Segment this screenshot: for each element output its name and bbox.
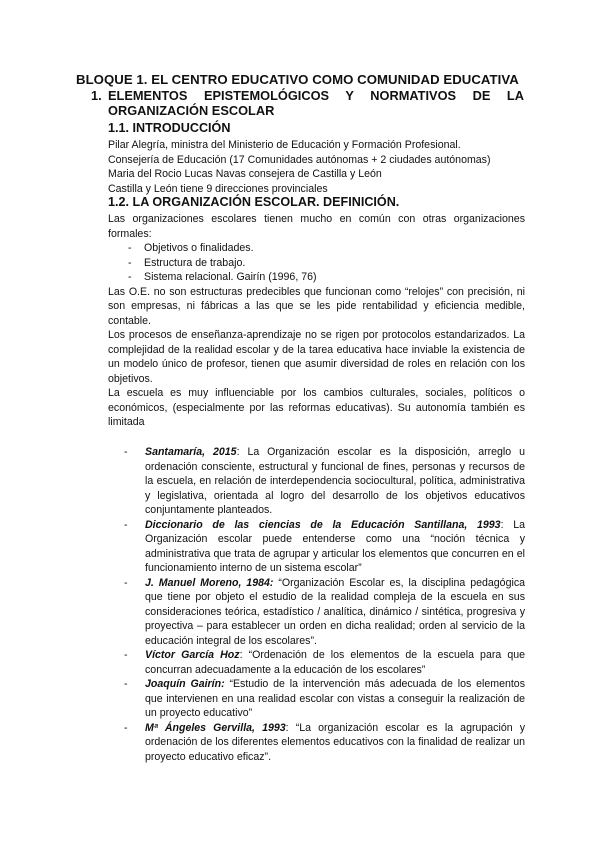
list-item — [108, 270, 525, 285]
paragraph: Las O.E. no son estructuras predecibles que funcionan como “relojes” con precisión, ni son empresas, ni fábricas a las que se les pide rentabilidad y eficiencia medible, contable. — [108, 285, 525, 327]
definition-author: Víctor García Hoz — [145, 649, 240, 661]
definition-text: : “Ordenación de los elementos de la escuela para que concurran adecuadamente a la educación de los escolares” — [145, 649, 526, 676]
section-title-line-2: ORGANIZACIÓN ESCOLAR — [108, 103, 275, 118]
definition-text: “Organización Escolar es, la disciplina pedagógica que tiene por objeto el estudio de la realidad compleja de la escuela en sus consideraciones teórica, estadístico / analítica, dinámico / sintética, progresiva y proyectiva – para establecer un orden en dicha realidad; orden al servicio de la educación integral de los escolares”. — [145, 576, 526, 647]
definition-item — [124, 721, 525, 765]
intro-lines — [108, 138, 491, 196]
definition-author: Joaquín Gairín: — [145, 678, 225, 690]
section-title-line-1: ELEMENTOS EPISTEMOLÓGICOS Y NORMATIVOS DE LA — [108, 88, 524, 103]
definition-author: Diccionario de las ciencias de la Educación Santillana, 1993 — [145, 518, 501, 531]
definition-item — [124, 576, 525, 649]
definition-author: J. Manuel Moreno, 1984: — [145, 576, 274, 589]
list-item — [108, 256, 525, 271]
definition-body — [108, 212, 525, 430]
list-item — [108, 241, 525, 256]
paragraph: La escuela es muy influenciable por los cambios culturales, sociales, políticos o económicos, (especialmente por las reformas educativas). Su autonomía también es limitada — [108, 387, 525, 428]
intro-line: Consejería de Educación (17 Comunidades autónomas + 2 ciudades autónomas) — [108, 153, 491, 166]
definition-text: : “La organización escolar es la agrupación y ordenación de los diferentes elementos educativos con la finalidad de realizar un proyecto educativo eficaz”. — [145, 721, 526, 763]
section-title — [108, 88, 524, 118]
list-item-text: Sistema relacional. Gairín (1996, 76) — [144, 271, 317, 283]
bullet-dash: - — [124, 576, 128, 589]
list-item-text: Objetivos o finalidades. — [144, 242, 254, 254]
bullet-dash: - — [124, 649, 128, 661]
block-title: BLOQUE 1. EL CENTRO EDUCATIVO COMO COMUNIDAD EDUCATIVA — [76, 72, 519, 87]
definition-author: Santamaría, 2015 — [145, 446, 237, 458]
definition-text: : La Organización escolar es la disposición, arreglo u ordenación consciente, estructural y funcional de fines, personas y recursos de la escuela, en relación de interdependencia sociocultural, política, administrativa y legislativa, orientada al logro del desarrollo de los objetivos educativos conjuntamente planteados. — [145, 446, 525, 516]
definition-author: Mª Ángeles Gervilla, 1993 — [145, 721, 286, 734]
bullet-dash: - — [128, 242, 132, 254]
definition-text: : La Organización escolar puede entenderse como una “noción técnica y administrativa que trata de agrupar y articular los elementos que concurren en el funcionamiento interno de un sistema escolar” — [145, 518, 525, 574]
bullet-dash: - — [124, 678, 128, 690]
subsection-heading-introduccion: 1.1. INTRODUCCIÓN — [108, 121, 231, 135]
section-number: 1. — [91, 88, 102, 103]
definition-text: “Estudio de la intervención más adecuada de los elementos que intervienen en una realidad escolar con vistas a conseguir la realización de un proyecto educativo” — [145, 678, 525, 719]
bullet-dash: - — [128, 271, 132, 283]
definition-item — [124, 518, 525, 576]
bullet-dash: - — [124, 446, 128, 458]
list-item-text: Estructura de trabajo. — [144, 256, 246, 269]
intro-line: Pilar Alegría, ministra del Ministerio de Educación y Formación Profesional. — [108, 139, 461, 151]
intro-line: Maria del Rocio Lucas Navas consejera de Castilla y León — [108, 168, 382, 180]
intro-line: Castilla y León tiene 9 direcciones provinciales — [108, 182, 328, 195]
bullet-dash: - — [124, 721, 128, 734]
subsection-heading-definicion: 1.2. LA ORGANIZACIÓN ESCOLAR. DEFINICIÓN. — [108, 195, 400, 209]
bullet-dash: - — [128, 256, 132, 269]
definitions-list — [124, 445, 525, 764]
paragraph: Los procesos de enseñanza-aprendizaje no se rigen por protocolos estandarizados. La complejidad de la realidad escolar y de la tarea educativa hace inviable la existencia de un modelo único de profesor, tienen que asumir diversidad de roles en relación con los objetivos. — [108, 329, 525, 385]
definition-item — [124, 677, 525, 721]
definition-item — [124, 648, 525, 677]
bullet-dash: - — [124, 518, 128, 531]
bullet-list — [108, 241, 525, 285]
paragraph: Las organizaciones escolares tienen mucho en común con otras organizaciones formales: — [108, 213, 525, 240]
definition-item — [124, 445, 525, 518]
